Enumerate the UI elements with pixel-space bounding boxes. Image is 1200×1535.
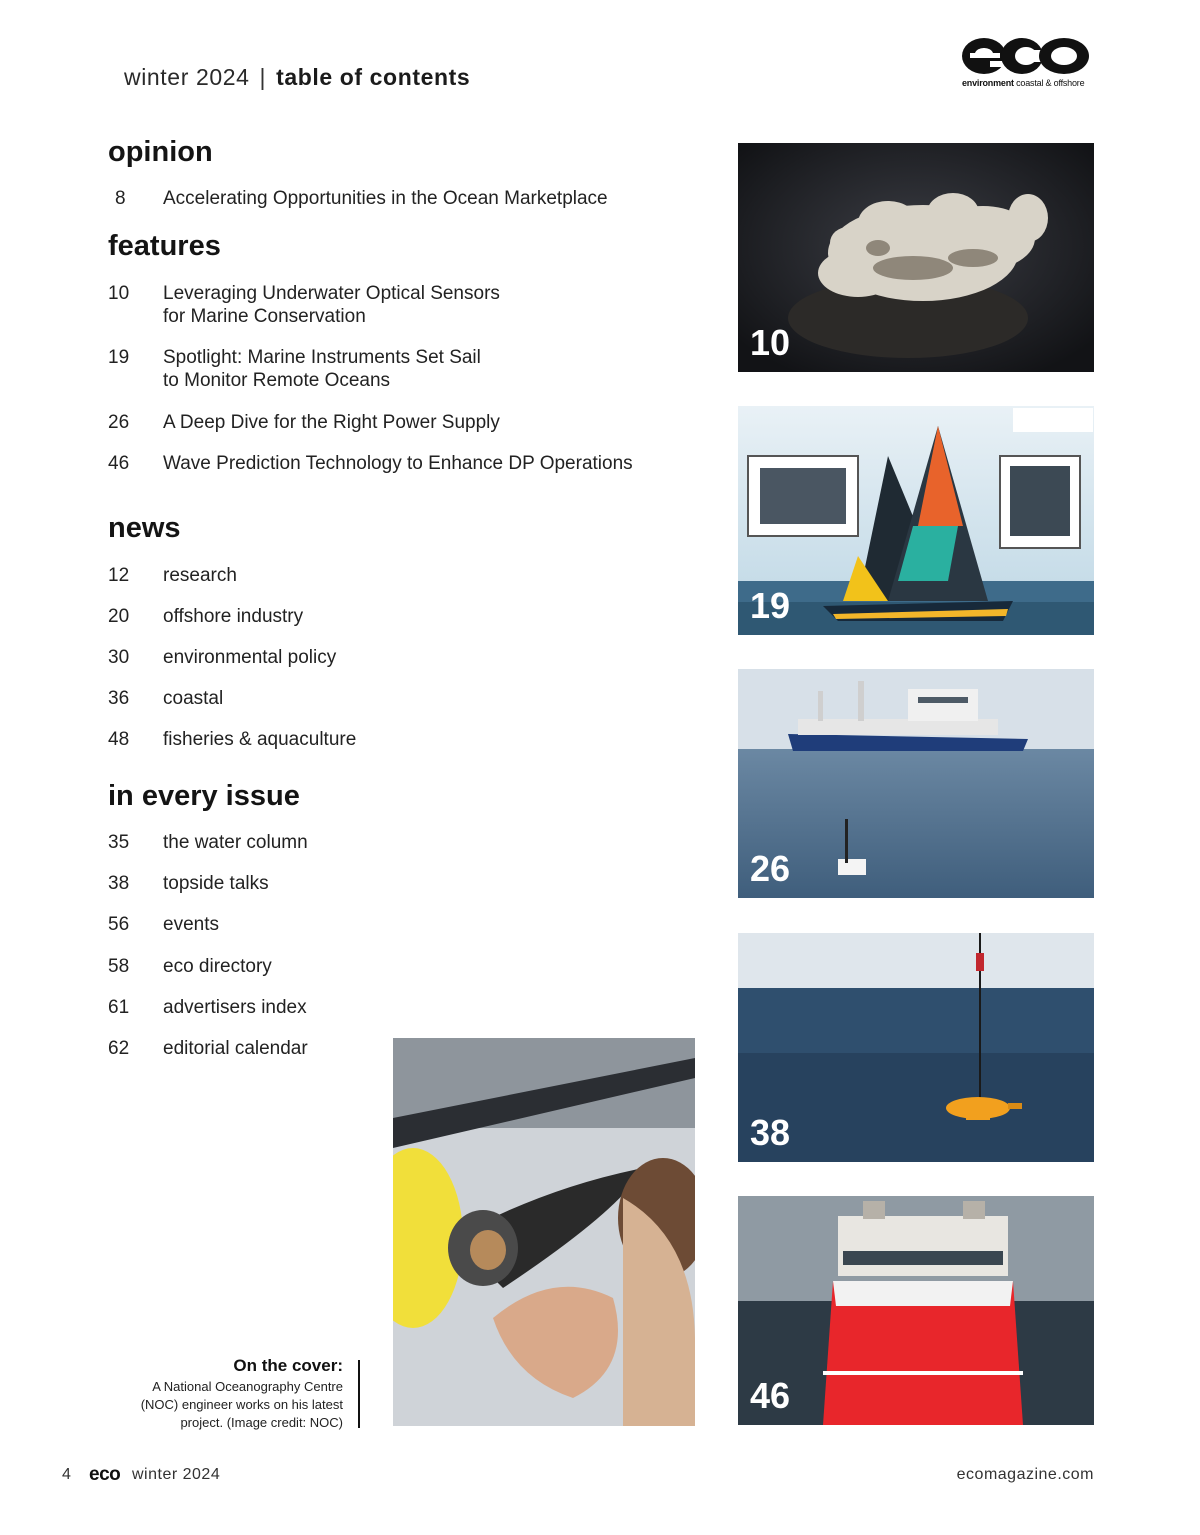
footer-issue: winter 2024 [132, 1466, 221, 1483]
feature-photo-sponge[interactable] [738, 143, 1094, 372]
vessel-image [738, 669, 1094, 898]
toc-entry[interactable] [108, 452, 668, 476]
toc-entry-title: events [163, 914, 219, 935]
footer-page-number: 4 [62, 1466, 72, 1483]
section-title-features: features [108, 230, 221, 262]
toc-page-number: 58 [108, 956, 130, 977]
eco-logo-mark [960, 34, 1092, 78]
toc-entry-title: eco directory [163, 956, 272, 977]
toc-entry[interactable] [108, 564, 408, 588]
toc-entry[interactable] [108, 646, 408, 670]
toc-entry[interactable] [108, 872, 368, 896]
cover-photo[interactable] [393, 1038, 695, 1426]
toc-page-number: 48 [108, 729, 130, 750]
footer-logo: eco [89, 1464, 121, 1485]
cover-caption-title: On the cover: [233, 1356, 343, 1375]
photo-page-number: 19 [750, 585, 791, 626]
toc-page-number: 46 [108, 453, 130, 474]
feature-photo-ship-bow[interactable] [738, 1196, 1094, 1425]
cover-caption [93, 1356, 343, 1432]
cover-caption-line: project. (Image credit: NOC) [180, 1415, 343, 1430]
toc-entry[interactable] [108, 346, 668, 394]
toc-entry-title-line2: for Marine Conservation [163, 306, 366, 327]
section-title-every-issue: in every issue [108, 780, 300, 812]
eco-logo [960, 34, 1092, 92]
caption-divider [358, 1360, 360, 1428]
cover-engineer-image [393, 1038, 695, 1426]
footer-website-link[interactable]: ecomagazine.com [956, 1466, 1094, 1483]
issue-label: winter 2024 [124, 64, 250, 90]
toc-page-number: 38 [108, 873, 130, 894]
toc-entry-title: advertisers index [163, 997, 307, 1018]
feature-photo-glider[interactable] [738, 933, 1094, 1162]
feature-photo-sailboat[interactable] [738, 406, 1094, 635]
issue-header [124, 64, 470, 91]
photo-page-number: 38 [750, 1112, 791, 1153]
ship-bow-image [738, 1196, 1094, 1425]
toc-entry-title: topside talks [163, 873, 269, 894]
page-title: table of contents [276, 64, 471, 90]
toc-entry-title: fisheries & aquaculture [163, 729, 357, 750]
toc-entry-title-line2: to Monitor Remote Oceans [163, 370, 391, 391]
toc-page-number: 35 [108, 832, 130, 853]
toc-entry-title: coastal [163, 688, 224, 709]
section-title-opinion: opinion [108, 136, 213, 168]
toc-page-number: 61 [108, 997, 130, 1018]
toc-entry[interactable] [108, 411, 668, 435]
toc-entry[interactable] [108, 605, 408, 629]
toc-entry[interactable] [108, 996, 368, 1020]
toc-page-number: 36 [108, 688, 130, 709]
feature-photo-vessel[interactable] [738, 669, 1094, 898]
toc-entry-title: environmental policy [163, 647, 337, 668]
toc-entry-title: Accelerating Opportunities in the Ocean Marketplace [163, 188, 608, 209]
logo-tagline: environment coastal & offshore [962, 78, 1085, 88]
toc-page-number: 10 [108, 283, 130, 304]
toc-entry[interactable] [108, 728, 408, 752]
toc-entry-title: research [163, 565, 237, 586]
cover-caption-line: (NOC) engineer works on his latest [140, 1397, 343, 1412]
cover-caption-body [93, 1378, 343, 1432]
toc-entry-title: Spotlight: Marine Instruments Set Sail [163, 347, 481, 368]
toc-page-number: 8 [115, 188, 126, 209]
toc-entry-title: editorial calendar [163, 1038, 308, 1059]
toc-entry[interactable] [108, 687, 408, 711]
photo-page-number: 26 [750, 848, 791, 889]
toc-entry-title: Leveraging Underwater Optical Sensors [163, 283, 500, 304]
photo-page-number: 46 [750, 1375, 791, 1416]
toc-entry-title: offshore industry [163, 606, 304, 627]
toc-entry[interactable] [108, 187, 668, 211]
header-separator: | [259, 64, 267, 90]
toc-page-number: 26 [108, 412, 130, 433]
toc-page-number: 30 [108, 647, 130, 668]
toc-entry[interactable] [108, 913, 368, 937]
toc-entry[interactable] [108, 282, 668, 330]
toc-entry-title: A Deep Dive for the Right Power Supply [163, 412, 500, 433]
glider-image [738, 933, 1094, 1162]
sailboat-image [738, 406, 1094, 635]
toc-page-number: 19 [108, 347, 130, 368]
toc-page-number: 62 [108, 1038, 130, 1059]
toc-entry[interactable] [108, 1037, 368, 1061]
toc-page-number: 20 [108, 606, 130, 627]
cover-caption-line: A National Oceanography Centre [152, 1379, 343, 1394]
sponge-image [738, 143, 1094, 372]
toc-entry-title: the water column [163, 832, 308, 853]
toc-entry-title: Wave Prediction Technology to Enhance DP Operations [163, 453, 633, 474]
toc-page-number: 12 [108, 565, 130, 586]
toc-entry[interactable] [108, 955, 368, 979]
section-title-news: news [108, 512, 181, 544]
toc-entry[interactable] [108, 831, 368, 855]
photo-page-number: 10 [750, 322, 791, 363]
toc-page-number: 56 [108, 914, 130, 935]
